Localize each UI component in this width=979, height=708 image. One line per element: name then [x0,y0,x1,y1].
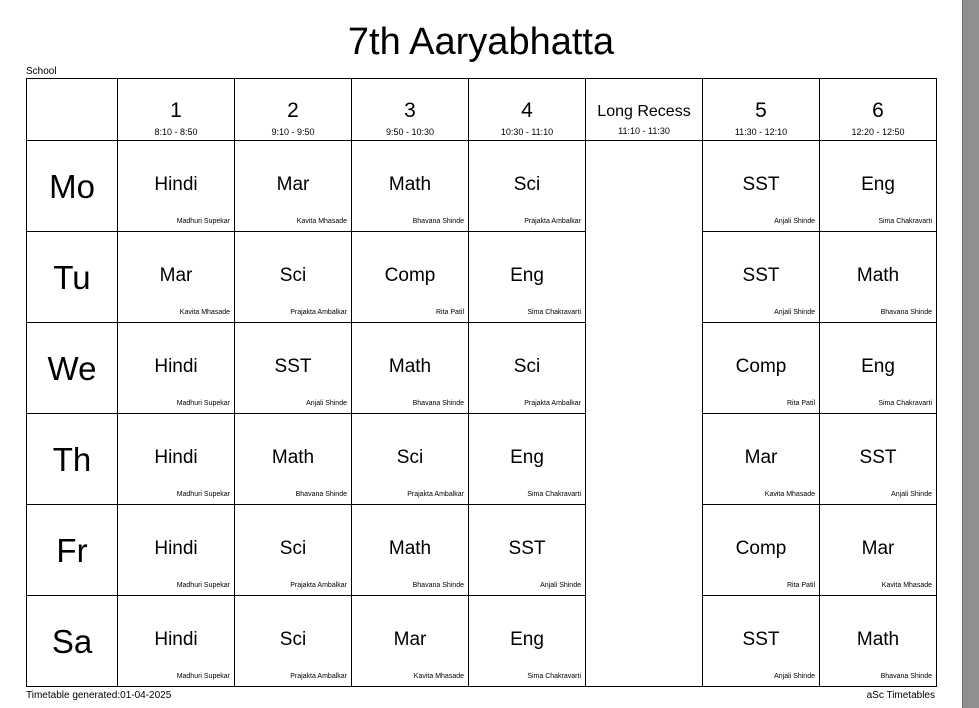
teacher-name: Sima Chakravarti [878,400,932,407]
teacher-name: Anjali Shinde [306,400,347,407]
lesson-cell [703,141,820,232]
lesson-cell [469,232,586,323]
teacher-name: Bhavana Shinde [412,400,464,407]
subject-label: Hindi [154,174,198,195]
period-time: 11:30 - 12:10 [734,126,788,137]
day-cell [27,141,118,232]
lesson-cell [352,232,469,323]
subject-label: Hindi [154,356,198,377]
day-name: Th [52,441,92,478]
subject-label: Mar [159,265,193,286]
teacher-name: Anjali Shinde [774,309,815,316]
teacher-name: Bhavana Shinde [412,582,464,589]
lesson-cell [703,505,820,596]
day-name: Fr [56,532,88,569]
teacher-name: Bhavana Shinde [880,309,932,316]
lesson-cell [820,505,937,596]
subject-label: Sci [513,356,541,377]
subject-label: Sci [396,447,424,468]
school-label: School [26,66,57,77]
subject-label: SST [859,447,897,468]
lesson-cell [469,141,586,232]
teacher-name: Prajakta Ambalkar [290,582,347,589]
period-header-row [27,79,937,141]
teacher-name: Kavita Mhasade [413,673,464,680]
subject-label: Hindi [154,629,198,650]
subject-label: Eng [861,356,895,377]
subject-label: Math [856,265,900,286]
teacher-name: Madhuri Supekar [176,673,230,680]
day-cell [27,232,118,323]
lesson-cell [235,596,352,687]
recess-label: Long Recess [597,103,691,120]
lesson-cell [352,414,469,505]
subject-label: SST [742,265,780,286]
teacher-name: Bhavana Shinde [412,218,464,225]
lesson-cell [820,414,937,505]
period-number: 6 [872,98,884,122]
period-header [469,79,586,141]
period-time: 9:10 - 9:50 [271,126,315,137]
period-time: 12:20 - 12:50 [851,126,905,137]
teacher-name: Prajakta Ambalkar [524,400,581,407]
page-title: 7th Aaryabhatta [347,21,615,63]
teacher-name: Kavita Mhasade [296,218,347,225]
lesson-cell [820,141,937,232]
teacher-name: Bhavana Shinde [295,491,347,498]
subject-label: Sci [279,629,307,650]
period-header [703,79,820,141]
day-name: We [47,350,97,387]
lesson-cell [235,141,352,232]
subject-label: Math [388,538,432,559]
teacher-name: Madhuri Supekar [176,582,230,589]
subject-label: Math [388,174,432,195]
lesson-cell [469,505,586,596]
teacher-name: Kavita Mhasade [881,582,932,589]
teacher-name: Prajakta Ambalkar [524,218,581,225]
period-time: 11:10 - 11:30 [618,126,670,136]
day-cell [27,323,118,414]
teacher-name: Madhuri Supekar [176,400,230,407]
day-name: Tu [53,259,91,296]
day-row [27,323,937,414]
period-time: 9:50 - 10:30 [385,126,435,137]
period-header [352,79,469,141]
day-row [27,505,937,596]
day-name: Sa [51,623,93,660]
subject-label: Eng [510,265,544,286]
period-header [820,79,937,141]
day-row [27,232,937,323]
teacher-name: Kavita Mhasade [764,491,815,498]
teacher-name: Sima Chakravarti [878,218,932,225]
lesson-cell [118,323,235,414]
subject-label: Eng [510,447,544,468]
lesson-cell [703,232,820,323]
day-cell [27,414,118,505]
lesson-cell [235,323,352,414]
period-number: 4 [521,98,533,122]
lesson-cell [469,596,586,687]
teacher-name: Prajakta Ambalkar [407,491,464,498]
subject-label: Hindi [154,447,198,468]
lesson-cell [820,323,937,414]
day-row [27,141,937,232]
period-time: 10:30 - 11:10 [500,126,554,137]
subject-label: Comp [735,356,787,377]
lesson-cell [118,596,235,687]
lesson-cell [118,505,235,596]
subject-label: Comp [384,265,436,286]
teacher-name: Prajakta Ambalkar [290,309,347,316]
lesson-cell [118,232,235,323]
period-number: 5 [755,98,767,122]
subject-label: Hindi [154,538,198,559]
lesson-cell [703,596,820,687]
lesson-cell [469,414,586,505]
lesson-cell [118,414,235,505]
subject-label: Mar [861,538,895,559]
teacher-name: Madhuri Supekar [176,491,230,498]
subject-label: Eng [510,629,544,650]
period-number: 3 [404,98,416,122]
teacher-name: Rita Patil [786,400,815,407]
lesson-cell [235,414,352,505]
subject-label: Math [271,447,315,468]
period-header [235,79,352,141]
teacher-name: Anjali Shinde [774,673,815,680]
lesson-cell [352,141,469,232]
lesson-cell [352,505,469,596]
subject-label: SST [742,174,780,195]
lesson-cell [352,323,469,414]
generated-date: Timetable generated:01-04-2025 [26,690,172,701]
teacher-name: Anjali Shinde [540,582,581,589]
lesson-cell [703,414,820,505]
day-row [27,596,937,687]
teacher-name: Madhuri Supekar [176,218,230,225]
timetable-grid [26,78,937,687]
lesson-cell [235,232,352,323]
lesson-cell [820,232,937,323]
recess-column [586,141,703,687]
teacher-name: Kavita Mhasade [179,309,230,316]
lesson-cell [352,596,469,687]
brand-label: aSc Timetables [866,690,935,701]
teacher-name: Rita Patil [786,582,815,589]
lesson-cell [235,505,352,596]
lesson-cell [703,323,820,414]
period-header [118,79,235,141]
subject-label: SST [742,629,780,650]
lesson-cell [118,141,235,232]
teacher-name: Bhavana Shinde [880,673,932,680]
subject-label: SST [274,356,312,377]
subject-label: Sci [279,265,307,286]
subject-label: Sci [279,538,307,559]
corner-cell [27,79,118,141]
subject-label: Sci [513,174,541,195]
lesson-cell [469,323,586,414]
teacher-name: Rita Patil [435,309,464,316]
teacher-name: Anjali Shinde [774,218,815,225]
subject-label: Eng [861,174,895,195]
lesson-cell [820,596,937,687]
subject-label: Mar [276,174,310,195]
period-number: 2 [287,98,299,122]
day-cell [27,596,118,687]
subject-label: Math [856,629,900,650]
period-time: 8:10 - 8:50 [154,126,198,137]
window-scrollbar[interactable] [962,0,979,708]
period-number: 1 [170,98,182,122]
subject-label: Mar [744,447,778,468]
teacher-name: Sima Chakravarti [527,491,581,498]
teacher-name: Anjali Shinde [891,491,932,498]
subject-label: Mar [393,629,427,650]
day-name: Mo [49,168,95,205]
teacher-name: Sima Chakravarti [527,309,581,316]
teacher-name: Sima Chakravarti [527,673,581,680]
teacher-name: Prajakta Ambalkar [290,673,347,680]
day-row [27,414,937,505]
subject-label: Comp [735,538,787,559]
day-cell [27,505,118,596]
subject-label: SST [508,538,546,559]
subject-label: Math [388,356,432,377]
recess-header [586,79,703,141]
